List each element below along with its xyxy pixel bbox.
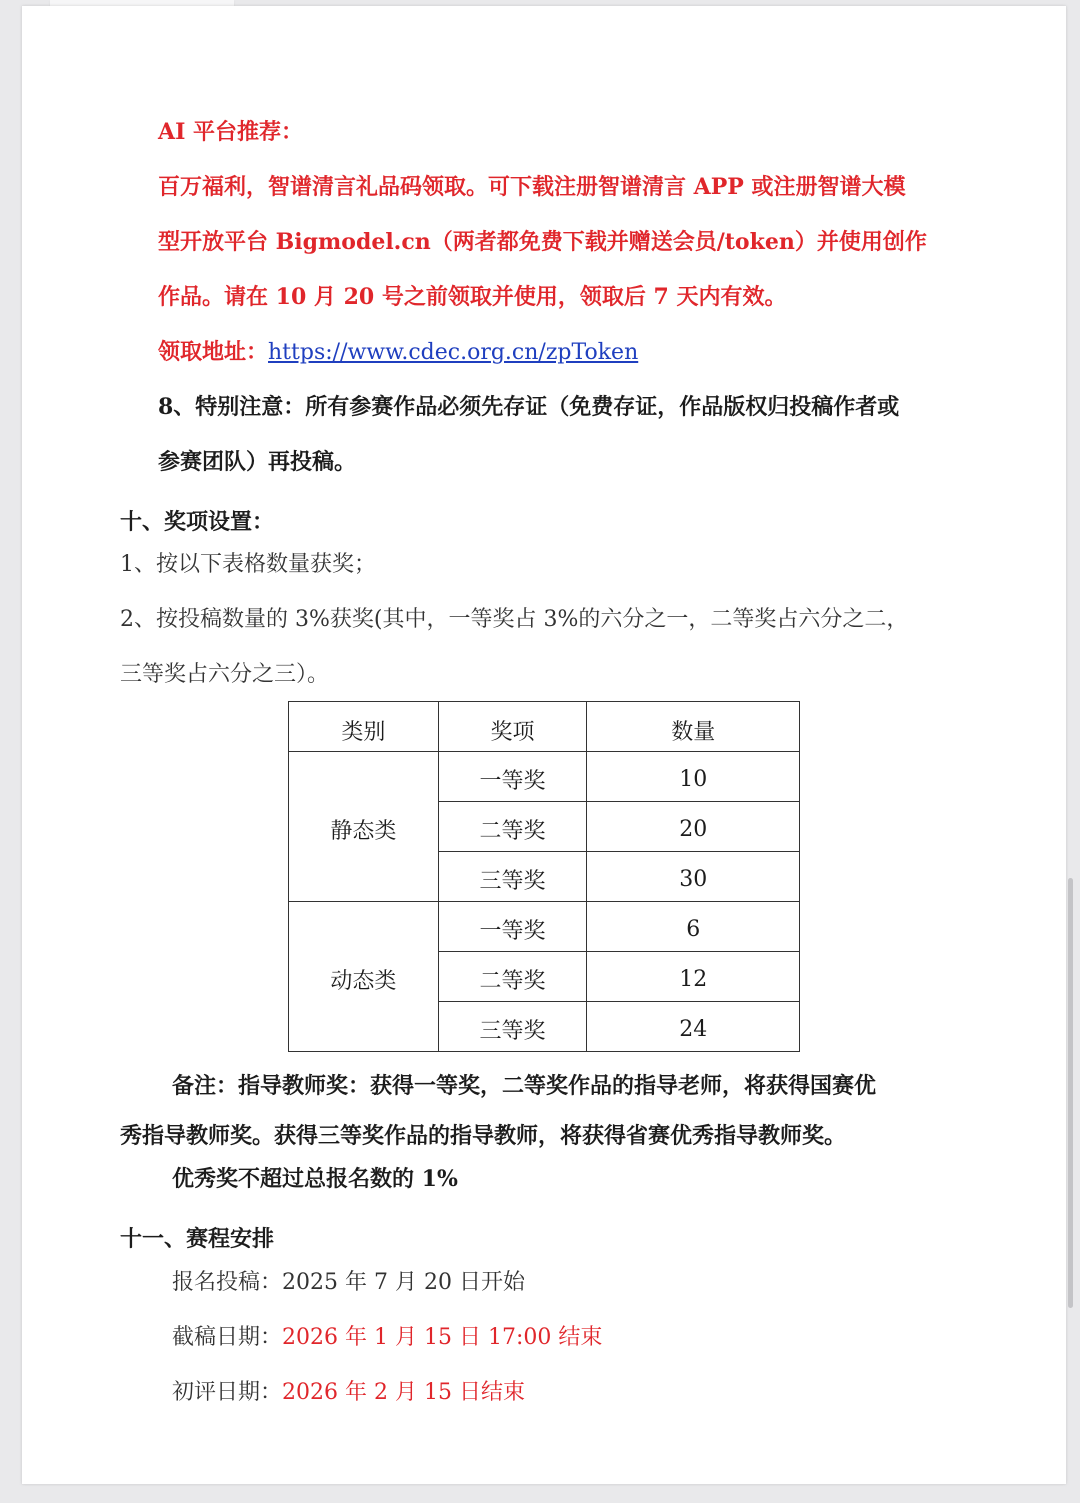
- note8-line2: 参赛团队）再投稿。: [158, 449, 357, 475]
- award-cell: 二等奖: [438, 802, 587, 852]
- header-category: 类别: [289, 702, 439, 752]
- table-header-row: [289, 702, 800, 752]
- count-cell: 20: [587, 802, 800, 852]
- vertical-scrollbar[interactable]: [1068, 878, 1073, 1308]
- category-cell: 动态类: [289, 902, 439, 1052]
- registration-value: 2025 年 7 月 20 日开始: [282, 1270, 525, 1295]
- ai-para-line3: 作品。请在 10 月 20 号之前领取并使用，领取后 7 天内有效。: [158, 284, 787, 310]
- note8-line1: 8、特别注意：所有参赛作品必须先存证（免费存证，作品版权归投稿作者或: [158, 394, 900, 420]
- remarks-line2: 秀指导教师奖。获得三等奖作品的指导教师，将获得省赛优秀指导教师奖。: [120, 1123, 847, 1149]
- review-value: 2026 年 2 月 15 日结束: [282, 1380, 525, 1405]
- address-label: 领取地址：: [158, 339, 269, 365]
- section10-item2-line2: 三等奖占六分之三）。: [120, 662, 330, 687]
- header-award: 奖项: [438, 702, 587, 752]
- award-cell: 一等奖: [438, 902, 587, 952]
- remarks-line3: 优秀奖不超过总报名数的 1%: [172, 1166, 458, 1192]
- ai-section-title: AI 平台推荐：: [158, 119, 304, 145]
- address-link[interactable]: https://www.cdec.org.cn/zpToken: [268, 340, 639, 365]
- table-row: [289, 752, 800, 802]
- category-cell: 静态类: [289, 752, 439, 902]
- section10-heading: 十、奖项设置：: [120, 509, 275, 535]
- count-cell: 12: [587, 952, 800, 1002]
- section10-item2-line1: 2、按投稿数量的 3%获奖(其中，一等奖占 3%的六分之一，二等奖占六分之二，: [120, 607, 909, 632]
- section10-item1: 1、按以下表格数量获奖；: [120, 552, 376, 577]
- header-count: 数量: [587, 702, 800, 752]
- count-cell: 30: [587, 852, 800, 902]
- deadline-label: 截稿日期：: [172, 1325, 283, 1350]
- award-cell: 二等奖: [438, 952, 587, 1002]
- schedule-review: [172, 1378, 525, 1408]
- deadline-value: 2026 年 1 月 15 日 17:00 结束: [282, 1325, 603, 1350]
- award-cell: 三等奖: [438, 852, 587, 902]
- registration-label: 报名投稿：: [172, 1270, 283, 1295]
- count-cell: 10: [587, 752, 800, 802]
- count-cell: 6: [587, 902, 800, 952]
- count-cell: 24: [587, 1002, 800, 1052]
- award-cell: 三等奖: [438, 1002, 587, 1052]
- section11-heading: 十一、赛程安排: [120, 1226, 275, 1252]
- address-row: [158, 337, 638, 368]
- award-cell: 一等奖: [438, 752, 587, 802]
- review-label: 初评日期：: [172, 1380, 283, 1405]
- table-row: [289, 902, 800, 952]
- award-table: [288, 701, 800, 1052]
- ai-para-line1: 百万福利，智谱清言礼品码领取。可下载注册智谱清言 APP 或注册智谱大模: [158, 174, 906, 200]
- schedule-registration: [172, 1268, 525, 1298]
- remarks-line1: 备注：指导教师奖：获得一等奖，二等奖作品的指导老师，将获得国赛优: [172, 1073, 877, 1099]
- ai-para-line2: 型开放平台 Bigmodel.cn（两者都免费下载并赠送会员/token）并使用创作: [158, 229, 927, 255]
- schedule-deadline: [172, 1323, 602, 1353]
